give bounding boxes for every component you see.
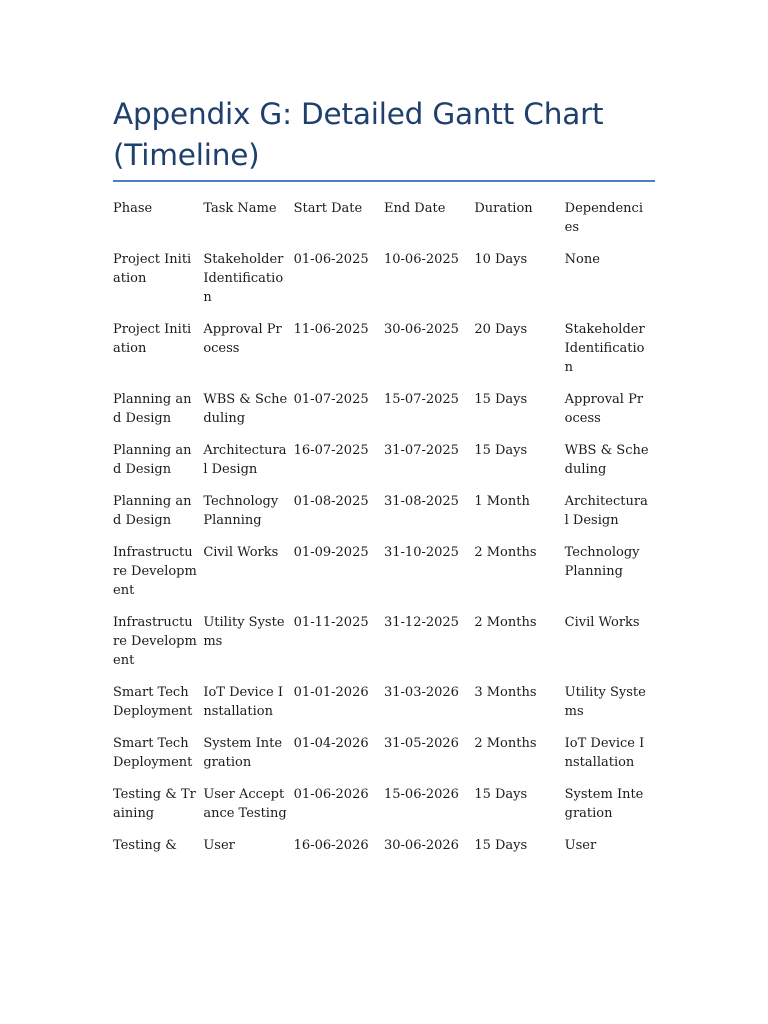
table-body xyxy=(113,250,655,868)
cell-start-date: 01-01-2026 xyxy=(293,685,369,700)
cell-end-date: 31-10-2025 xyxy=(383,545,459,560)
cell-duration: 10 Days xyxy=(474,252,528,267)
cell-end-date: 31-07-2025 xyxy=(383,443,459,458)
table-row xyxy=(113,390,655,441)
cell-dependencies: Technology Planning xyxy=(564,545,640,579)
cell-dependencies: Utility Systems xyxy=(564,685,646,719)
cell-task-name: User Acceptance Testing xyxy=(203,787,287,821)
cell-phase: Infrastructure Development xyxy=(113,615,197,668)
header-phase: Phase xyxy=(113,201,153,216)
cell-phase: Infrastructure Development xyxy=(113,545,197,598)
cell-task-name: User xyxy=(203,838,235,853)
table-row xyxy=(113,613,655,683)
table-row xyxy=(113,836,655,868)
table-row xyxy=(113,320,655,390)
cell-phase: Project Initiation xyxy=(113,322,192,356)
header-task-name: Task Name xyxy=(203,201,277,216)
table-row xyxy=(113,734,655,785)
cell-task-name: IoT Device Installation xyxy=(203,685,283,719)
cell-task-name: Stakeholder Identification xyxy=(203,252,284,305)
cell-duration: 15 Days xyxy=(474,392,528,407)
cell-phase: Testing & xyxy=(113,838,177,853)
cell-end-date: 10-06-2025 xyxy=(383,252,459,267)
cell-dependencies: User xyxy=(564,838,597,853)
cell-end-date: 30-06-2026 xyxy=(383,838,459,853)
cell-start-date: 01-04-2026 xyxy=(293,736,369,751)
cell-dependencies: IoT Device Installation xyxy=(564,736,645,770)
cell-phase: Smart Tech Deployment xyxy=(113,685,193,719)
cell-duration: 20 Days xyxy=(474,322,528,337)
cell-start-date: 11-06-2025 xyxy=(293,322,369,337)
cell-phase: Planning and Design xyxy=(113,494,192,528)
cell-dependencies: Approval Process xyxy=(564,392,644,426)
cell-task-name: Approval Process xyxy=(203,322,282,356)
cell-phase: Testing & Training xyxy=(113,787,196,821)
cell-phase: Planning and Design xyxy=(113,392,192,426)
cell-task-name: Technology Planning xyxy=(203,494,279,528)
cell-end-date: 31-03-2026 xyxy=(383,685,459,700)
cell-task-name: WBS & Scheduling xyxy=(203,392,288,426)
cell-phase: Smart Tech Deployment xyxy=(113,736,193,770)
cell-task-name: System Integration xyxy=(203,736,283,770)
gantt-table xyxy=(113,199,655,868)
header-start-date: Start Date xyxy=(293,201,363,216)
cell-duration: 3 Months xyxy=(474,685,537,700)
cell-dependencies: None xyxy=(564,252,600,267)
header-end-date: End Date xyxy=(383,201,446,216)
cell-phase: Planning and Design xyxy=(113,443,192,477)
cell-duration: 15 Days xyxy=(474,838,528,853)
cell-dependencies: Civil Works xyxy=(564,615,640,630)
cell-duration: 2 Months xyxy=(474,615,537,630)
cell-task-name: Civil Works xyxy=(203,545,279,560)
cell-end-date: 31-05-2026 xyxy=(383,736,459,751)
cell-dependencies: WBS & Scheduling xyxy=(564,443,649,477)
cell-duration: 15 Days xyxy=(474,443,528,458)
table-row xyxy=(113,250,655,320)
page-title: Appendix G: Detailed Gantt Chart (Timeline) xyxy=(113,97,604,172)
table-row xyxy=(113,543,655,613)
cell-dependencies: Architectural Design xyxy=(564,494,648,528)
cell-end-date: 15-06-2026 xyxy=(383,787,459,802)
cell-duration: 1 Month xyxy=(474,494,530,509)
cell-start-date: 16-06-2026 xyxy=(293,838,369,853)
cell-end-date: 15-07-2025 xyxy=(383,392,459,407)
title-underline xyxy=(113,180,655,182)
table-row xyxy=(113,785,655,836)
cell-task-name: Architectural Design xyxy=(203,443,287,477)
cell-end-date: 31-08-2025 xyxy=(383,494,459,509)
table-row xyxy=(113,492,655,543)
cell-phase: Project Initiation xyxy=(113,252,192,286)
table-header-row xyxy=(113,199,655,250)
table-row xyxy=(113,683,655,734)
cell-task-name: Utility Systems xyxy=(203,615,285,649)
cell-duration: 2 Months xyxy=(474,736,537,751)
cell-start-date: 01-08-2025 xyxy=(293,494,369,509)
cell-duration: 15 Days xyxy=(474,787,528,802)
cell-end-date: 31-12-2025 xyxy=(383,615,459,630)
cell-end-date: 30-06-2025 xyxy=(383,322,459,337)
cell-dependencies: Stakeholder Identification xyxy=(564,322,645,375)
table-row xyxy=(113,441,655,492)
cell-start-date: 01-06-2025 xyxy=(293,252,369,267)
cell-dependencies: System Integration xyxy=(564,787,644,821)
header-duration: Duration xyxy=(474,201,533,216)
cell-start-date: 01-11-2025 xyxy=(293,615,369,630)
cell-duration: 2 Months xyxy=(474,545,537,560)
cell-start-date: 01-07-2025 xyxy=(293,392,369,407)
cell-start-date: 01-06-2026 xyxy=(293,787,369,802)
cell-start-date: 16-07-2025 xyxy=(293,443,369,458)
header-dependencies: Dependencies xyxy=(564,201,643,235)
cell-start-date: 01-09-2025 xyxy=(293,545,369,560)
